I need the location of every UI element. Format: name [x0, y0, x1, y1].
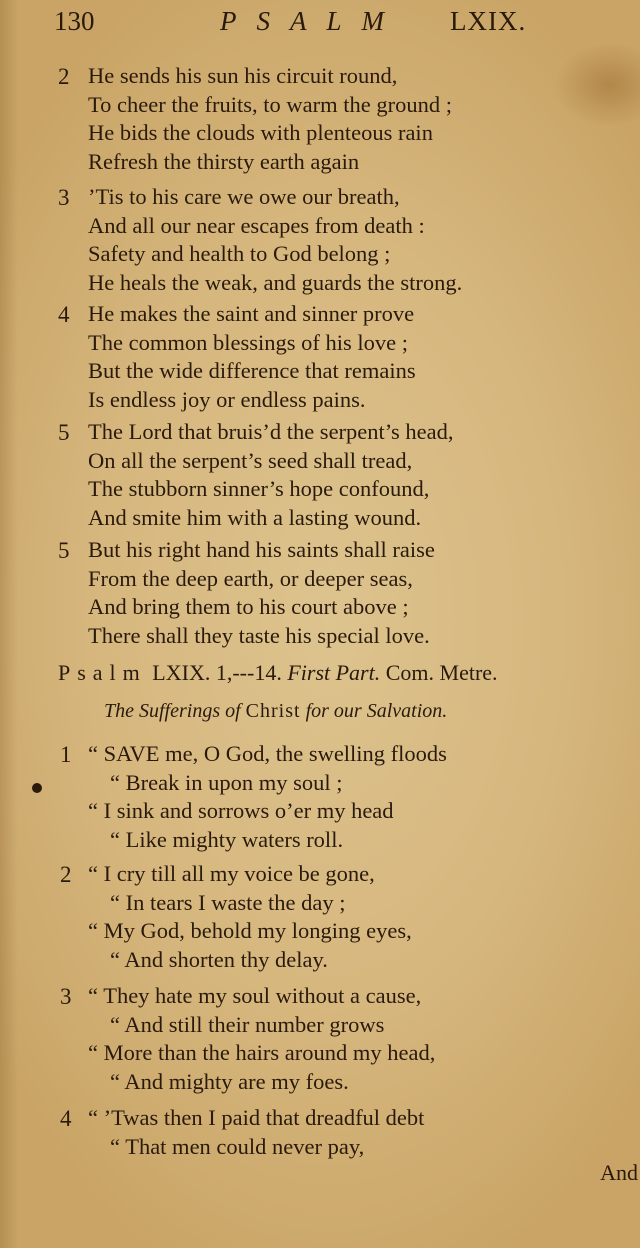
stanza	[58, 860, 628, 974]
stanza	[58, 1104, 628, 1161]
subtitle-name: Christ	[245, 700, 301, 722]
verse-line: “ I sink and sorrows o’er my head	[88, 798, 394, 823]
verse-line: He makes the saint and sinner prove	[88, 301, 415, 326]
verse-line: “ SAVE me, O God, the swelling floods	[88, 741, 447, 766]
stanza-number: 2	[58, 64, 70, 89]
psalm-metre: Com. Metre.	[385, 660, 498, 685]
stanza	[58, 183, 628, 297]
running-head-title: PSALM	[220, 6, 404, 36]
stanza-number: 3	[60, 984, 72, 1009]
verse-line: “ In tears I waste the day ;	[110, 889, 346, 915]
verse-line: “ And mighty are my foes.	[110, 1068, 349, 1094]
verse-line: He heals the weak, and guards the strong.	[88, 269, 463, 295]
psalm-part: First Part.	[287, 660, 381, 685]
psalm-word: Psalm	[58, 660, 147, 685]
stanza-number: 1	[60, 742, 72, 767]
verse-line: But the wide difference that remains	[88, 358, 416, 383]
verse-line: He sends his sun his circuit round,	[88, 63, 398, 88]
stanza-number: 4	[58, 302, 70, 327]
verse-line: “ More than the hairs around my head,	[88, 1040, 436, 1065]
running-head-numeral: LXIX.	[450, 6, 527, 36]
psalm-verses: 1,---14.	[215, 660, 282, 685]
verse-line: And all our near escapes from death :	[88, 212, 425, 238]
stanza-number: 5	[58, 420, 70, 445]
verse-line: “ And still their number grows	[110, 1011, 385, 1037]
stanza-number: 4	[60, 1106, 72, 1131]
verse-line: From the deep earth, or deeper seas,	[88, 565, 413, 591]
subtitle-suffix: for our Salvation.	[305, 700, 448, 722]
verse-line: Refresh the thirsty earth again	[88, 148, 360, 174]
verse-line: “ My God, behold my longing eyes,	[88, 918, 412, 943]
verse-line: “ I cry till all my voice be gone,	[88, 861, 375, 886]
stanza-number: 2	[60, 862, 72, 887]
verse-line: But his right hand his saints shall raise	[88, 537, 435, 562]
stanza	[58, 536, 628, 650]
verse-line: Safety and health to God belong ;	[88, 241, 391, 266]
stanza	[58, 418, 628, 532]
stanza	[58, 62, 628, 176]
verse-line: And bring them to his court above ;	[88, 594, 409, 619]
verse-line: “ That men could never pay,	[110, 1133, 365, 1159]
psalm-subtitle	[104, 700, 447, 723]
verse-line: There shall they taste his special love.	[88, 622, 430, 648]
verse-line: On all the serpent’s seed shall tread,	[88, 447, 413, 473]
running-head	[52, 6, 632, 40]
stanza-number: 3	[58, 185, 70, 210]
verse-line: The stubborn sinner’s hope confound,	[88, 476, 430, 501]
verse-line: ’Tis to his care we owe our breath,	[88, 184, 400, 209]
verse-line: The common blessings of his love ;	[88, 329, 408, 355]
verse-line: “ ’Twas then I paid that dreadful debt	[88, 1105, 425, 1130]
verse-line: Is endless joy or endless pains.	[88, 386, 366, 412]
stanza	[58, 982, 628, 1096]
page-gutter-shadow	[0, 0, 18, 1248]
psalm-numeral: LXIX.	[152, 660, 211, 685]
verse-line: “ Break in upon my soul ;	[110, 769, 343, 795]
psalm-heading	[58, 660, 636, 686]
stanza	[58, 300, 628, 414]
stanza	[58, 740, 628, 854]
verse-line: “ And shorten thy delay.	[110, 946, 328, 972]
verse-line: And smite him with a lasting wound.	[88, 504, 422, 530]
stanza-number: 5	[58, 538, 70, 563]
verse-line: “ Like mighty waters roll.	[110, 826, 344, 852]
catchword: And	[600, 1160, 638, 1185]
ink-blot	[32, 783, 42, 793]
subtitle-prefix: The Sufferings of	[104, 700, 241, 722]
verse-line: The Lord that bruis’d the serpent’s head,	[88, 419, 454, 444]
verse-line: “ They hate my soul without a cause,	[88, 983, 422, 1008]
verse-line: To cheer the fruits, to warm the ground ;	[88, 91, 452, 117]
verse-line: He bids the clouds with plenteous rain	[88, 120, 433, 145]
page-number: 130	[54, 6, 95, 36]
